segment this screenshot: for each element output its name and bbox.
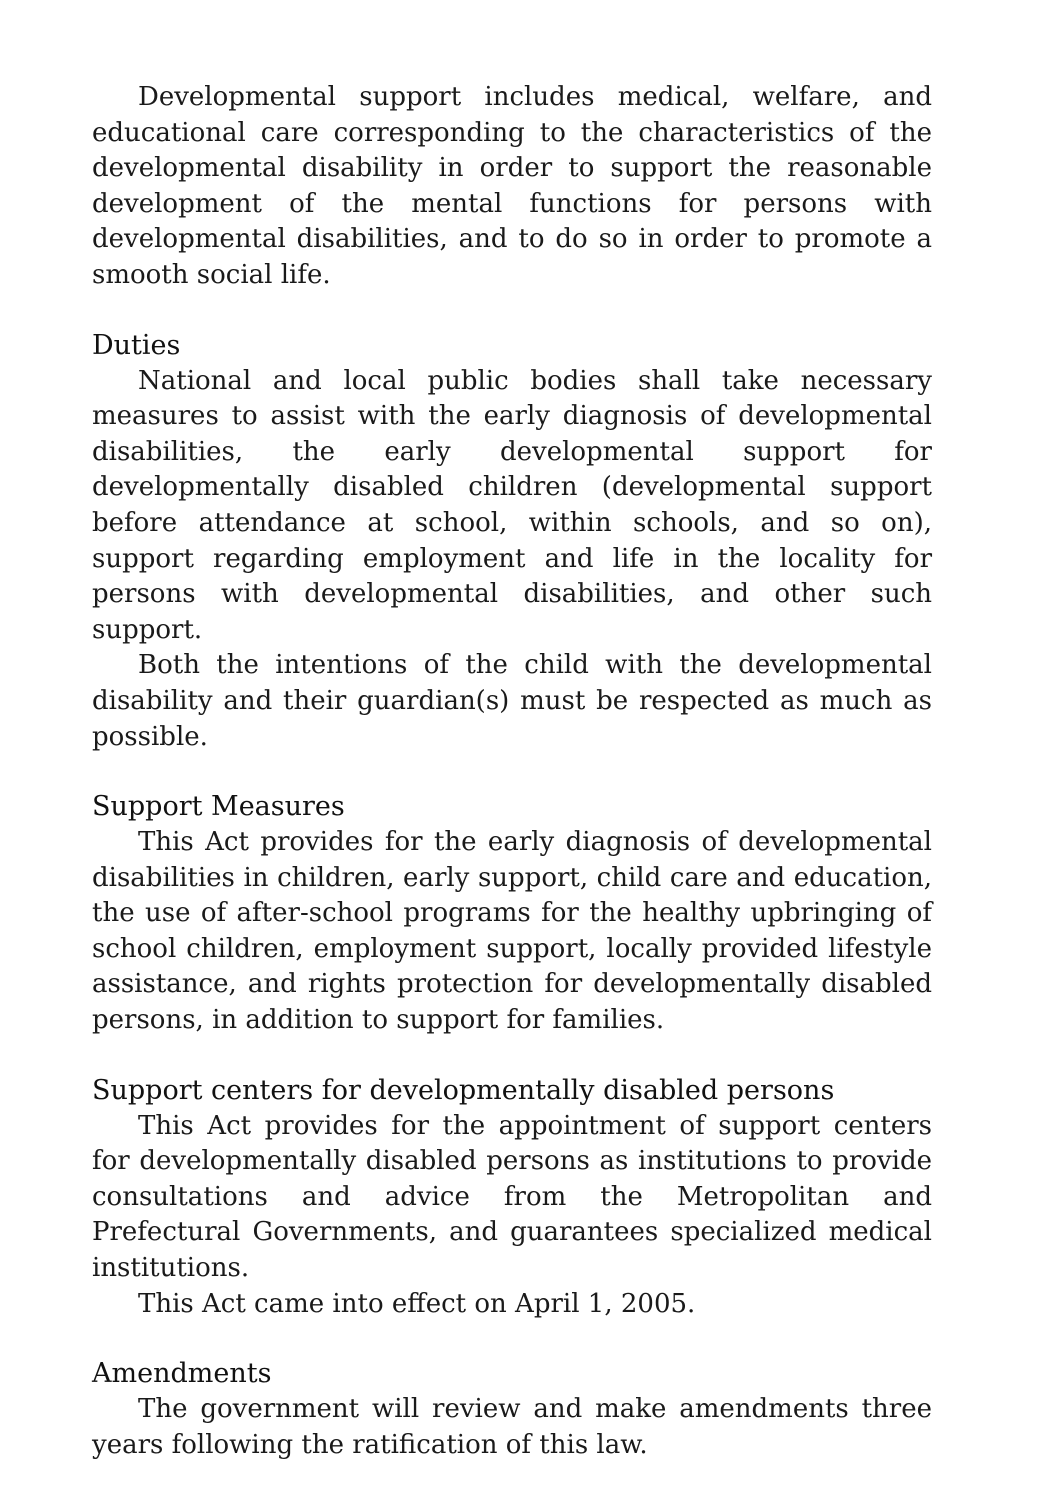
section-heading-support-centers: Support centers for developmentally disabled persons: [92, 1074, 835, 1106]
duties-paragraph-1: National and local public bodies shall take necessary measures to assist with the early diagnosis of developmental disabilities, the early developmental support for developmentally disabled children (developmental support before attendance at school, within schools, and so on), support regarding employment and life in the locality for persons with developmental disabilities, and other such support.: [92, 365, 932, 645]
section-duties: [92, 328, 932, 756]
support-measures-paragraph-1: This Act provides for the early diagnosis of developmental disabilities in children, early support, child care and education, the use of after-school programs for the healthy upbringing of school children, employment support, locally provided lifestyle assistance, and rights protection for developmentally disabled persons, in addition to support for families.: [92, 827, 932, 1036]
support-centers-paragraph-1: This Act provides for the appointment of support centers for developmentally disabled persons as institutions to provide consultations and advice from the Metropolitan and Prefectural Governments, and guarantees specialized medical institutions.: [92, 1110, 932, 1284]
section-heading-duties: Duties: [92, 329, 181, 361]
section-amendments: [92, 1356, 932, 1463]
section-support-centers: [92, 1073, 932, 1323]
amendments-paragraph-1: The government will review and make amendments three years following the ratification of this law.: [92, 1394, 932, 1460]
support-centers-paragraph-2: This Act came into effect on April 1, 2005.: [138, 1288, 696, 1319]
document-page: [92, 80, 932, 1463]
section-support-measures: [92, 789, 932, 1039]
duties-paragraph-2: Both the intentions of the child with the developmental disability and their guardian(s) must be respected as much as possible.: [92, 650, 932, 752]
section-heading-amendments: Amendments: [92, 1358, 272, 1390]
intro-paragraph: Developmental support includes medical, welfare, and educational care corresponding to the characteristics of the developmental disability in order to support the reasonable development of the mental functions for persons with developmental disabilities, and to do so in order to promote a smooth social life.: [92, 82, 932, 290]
section-heading-support-measures: Support Measures: [92, 791, 345, 823]
